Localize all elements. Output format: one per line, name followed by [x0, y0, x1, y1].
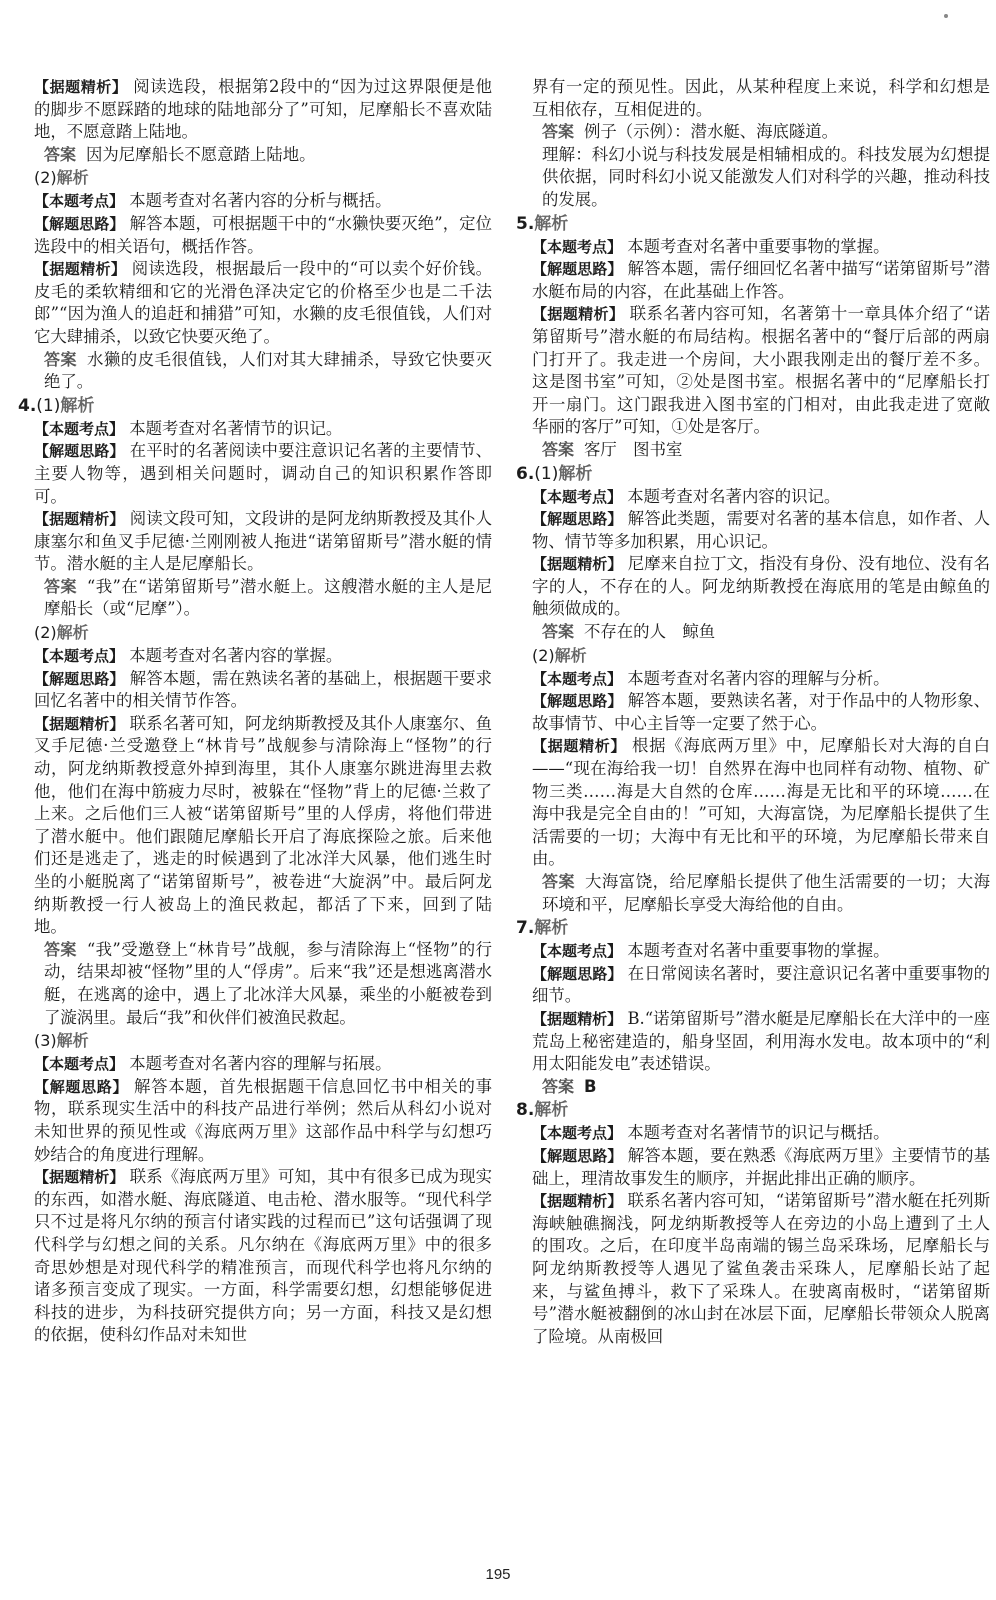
paragraph-text: 联系名著可知，阿龙纳斯教授及其仆人康塞尔、鱼叉手尼德·兰受邀登上“林肯号”战舰参与清除海上“怪物”的行动，阿龙纳斯教授意外掉到海里，其仆人康塞尔跳进海里去救他，他们在海中筋疲力尽时，被躲在“怪物”背上的尼德·兰救了上来。之后他们三人被“诺第留斯号”里的人俘虏，将他们带进了潜水艇中。他们跟随尼摩船长开启了海底探险之旅。后来他们还是逃走了，逃走的时候遇到了北冰洋大风暴，他们逃生时坐的小艇脱离了“诺第留斯号”，被卷进“大旋涡”中。最后阿龙纳斯教授一行人被岛上的渔民救起，都活了下来，回到了陆地。 — [34, 713, 492, 937]
section-tag: 【解题思路】 — [532, 510, 623, 529]
paragraph — [516, 1122, 990, 1145]
paragraph-text: 在平时的名著阅读中要注意识记名著的主要情节、主要人物等，遇到相关问题时，调动自己的知识积累作答即可。 — [34, 441, 492, 506]
paragraph — [516, 963, 990, 1008]
answer-line — [516, 1076, 990, 1099]
sub-question-heading — [516, 644, 990, 668]
analysis-label: 解析 — [534, 213, 569, 234]
paragraph — [18, 190, 492, 213]
paragraph — [516, 144, 990, 212]
paragraph — [516, 486, 990, 509]
paragraph — [18, 1053, 492, 1076]
paragraph-text: B.“诺第留斯号”潜水艇是尼摩船长在大洋中的一座荒岛上秘密建造的，船身坚固，利用海水发电。故本项中的“利用太阳能发电”表述错误。 — [532, 1008, 990, 1074]
question-number: 7. — [516, 918, 535, 939]
answer-text: 例子（示例）：潜水艇、海底隧道。 — [584, 122, 839, 142]
section-tag: 【据题精析】 — [34, 260, 127, 279]
answer-label: 答案 — [44, 144, 77, 164]
paragraph-text: 阅读文段可知，文段讲的是阿龙纳斯教授及其仆人康塞尔和鱼叉手尼德·兰刚刚被人拖进“诺第留斯号”潜水艇的情节。潜水艇的主人是尼摩船长。 — [34, 509, 492, 574]
analysis-label: 解析 — [558, 463, 593, 484]
section-tag: 【本题考点】 — [34, 192, 125, 211]
paragraph — [18, 713, 492, 939]
section-tag: 【据题精析】 — [532, 737, 627, 756]
sub-question-heading — [18, 621, 492, 645]
paragraph — [516, 236, 990, 259]
paragraph-text: 联系名著内容可知，名著第十一章具体介绍了“诺第留斯号”潜水艇的布局结构。根据名著中的“餐厅后部的两扇门打开了。我走进一个房间，大小跟我刚走出的餐厅差不多。这是图书室”可知，②处是图书室。根据名著中的“尼摩船长打开一扇门。这门跟我进入图书室的门相对，由此我走进了宽敞华丽的客厅”可知，①处是客厅。 — [532, 304, 990, 437]
answer-text: 水獭的皮毛很值钱，人们对其大肆捕杀，导致它快要灭绝了。 — [44, 349, 492, 392]
answer-text: 客厅 图书室 — [584, 439, 683, 459]
analysis-label: 解析 — [554, 645, 587, 665]
paragraph-text: 本题考查对名著内容的识记。 — [622, 486, 841, 506]
paragraph — [516, 940, 990, 963]
left-column — [18, 76, 492, 1347]
sub-number: (1) — [534, 463, 559, 484]
answer-line — [516, 121, 990, 144]
paragraph-text: 本题考查对名著内容的理解与分析。 — [622, 668, 890, 688]
section-tag: 【据题精析】 — [532, 1009, 623, 1028]
paragraph-text: 解答本题，需在熟读名著的基础上，根据题干要求回忆名著中的相关情节作答。 — [34, 668, 492, 711]
paragraph-text: 本题考查对名著内容的分析与概括。 — [124, 191, 392, 211]
paragraph — [18, 418, 492, 441]
section-tag: 【解题思路】 — [532, 964, 623, 983]
paragraph — [18, 440, 492, 508]
question-heading — [516, 1098, 990, 1122]
section-tag: 【本题考点】 — [532, 237, 623, 256]
question-heading — [516, 462, 990, 486]
sub-question-heading — [18, 1029, 492, 1053]
sub-number: (2) — [532, 645, 555, 665]
paragraph-text: 根据《海底两万里》中，尼摩船长对大海的自白——“现在海给我一切！自然界在海中也同样有动物、植物、矿物三类……海是大自然的仓库……海是无比和平的环境……在海中我是完全自由的！”可知，大海富饶，为尼摩船长提供了生活需要的一切；大海中有无比和平的环境，为尼摩船长带来自由。 — [532, 736, 990, 869]
section-tag: 【解题思路】 — [34, 442, 125, 461]
paragraph-text: 尼摩来自拉丁文，指没有身份、没有地位、没有名字的人，不存在的人。阿龙纳斯教授在海底用的笔是由鲸鱼的触须做成的。 — [532, 554, 990, 619]
answer-text: “我”受邀登上“林肯号”战舰，参与清除海上“怪物”的行动，结果却被“怪物”里的人“俘虏”。后来“我”还是想逃离潜水艇，在逃离的途中，遇上了北冰洋大风暴，乘坐的小艇被卷到了漩涡里。最后“我”和伙伴们被渔民救起。 — [44, 939, 492, 1027]
paragraph-text: 联系名著内容可知，“诺第留斯号”潜水艇在托列斯海峡触礁搁浅，阿龙纳斯教授等人在旁边的小岛上遭到了土人的围攻。之后，在印度半岛南端的锡兰岛采珠场，尼摩船长与阿龙纳斯教授等人遇见了鲨鱼袭击采珠人，尼摩船长站了起来，与鲨鱼搏斗，救下了采珠人。在驶离南极时，“诺第留斯号”潜水艇被翻倒的冰山封在冰层下面，尼摩船长带领众人脱离了险境。从南极回 — [532, 1191, 990, 1346]
paragraph — [18, 258, 492, 348]
answer-label: 答案 — [44, 349, 78, 369]
paragraph — [516, 553, 990, 621]
paragraph-text: 本题考查对名著内容的掌握。 — [124, 646, 343, 666]
question-heading — [516, 916, 990, 940]
paragraph-text: 本题考查对名著情节的识记。 — [124, 418, 343, 438]
paragraph — [18, 213, 492, 258]
answer-line — [516, 439, 990, 462]
paragraph — [516, 668, 990, 691]
analysis-label: 解析 — [534, 918, 569, 939]
section-tag: 【本题考点】 — [532, 669, 623, 688]
analysis-label: 解析 — [56, 623, 89, 643]
answer-line — [18, 349, 492, 394]
section-tag: 【据题精析】 — [34, 78, 128, 96]
answer-line — [18, 144, 492, 167]
paragraph — [516, 1145, 990, 1190]
sub-number: (2) — [34, 623, 57, 643]
paragraph — [516, 690, 990, 735]
answer-text: “我”在“诺第留斯号”潜水艇上。这艘潜水艇的主人是尼摩船长（或“尼摩”）。 — [44, 576, 492, 619]
question-heading — [18, 394, 492, 418]
section-tag: 【据题精析】 — [34, 1168, 125, 1187]
section-tag: 【据题精析】 — [34, 714, 125, 733]
answer-label: 答案 — [542, 872, 576, 891]
section-tag: 【解题思路】 — [34, 1077, 129, 1096]
analysis-label: 解析 — [60, 395, 95, 416]
paragraph-text: 解答本题，首先根据题干信息回忆书中相关的事物，联系现实生活中的科技产品进行举例；然后从科幻小说对未知世界的预见性或《海底两万里》这部作品中科学与幻想巧妙结合的角度进行理解。 — [34, 1076, 492, 1164]
section-tag: 【本题考点】 — [34, 647, 125, 666]
paragraph-text: 本题考查对名著中重要事物的掌握。 — [622, 941, 890, 961]
section-tag: 【据题精析】 — [532, 555, 623, 574]
answer-line — [516, 871, 990, 916]
answer-line — [18, 939, 492, 1029]
section-tag: 【本题考点】 — [34, 419, 125, 438]
section-tag: 【本题考点】 — [532, 1124, 623, 1143]
analysis-label: 解析 — [56, 1031, 89, 1051]
paragraph-text: 解答本题，要熟读名著，对于作品中的人物形象、故事情节、中心主旨等一定要了然于心。 — [532, 691, 990, 733]
right-column — [516, 76, 990, 1348]
answer-label: 答案 — [44, 939, 77, 959]
paragraph-text: 解答本题，需仔细回忆名著中描写“诺第留斯号”潜水艇布局的内容，在此基础上作答。 — [532, 259, 990, 301]
section-tag: 【据题精析】 — [34, 510, 125, 529]
paragraph — [18, 645, 492, 668]
paragraph-text: 本题考查对名著中重要事物的掌握。 — [622, 236, 890, 256]
answer-label: 答案 — [542, 439, 575, 459]
paragraph-text: 阅读选段，根据第2段中的“因为过这界限便是他的脚步不愿踩踏的地球的陆地部分了”可知，尼摩船长不喜欢陆地，不愿意踏上陆地。 — [34, 77, 492, 142]
page-number: 195 — [485, 1566, 511, 1583]
paragraph — [516, 508, 990, 553]
answer-label: 答案 — [542, 122, 575, 142]
paragraph — [516, 258, 990, 303]
question-number: 8. — [516, 1100, 535, 1121]
paragraph-text: 解答此类题，需要对名著的基本信息，如作者、人物、情节等多加积累，用心识记。 — [532, 509, 990, 551]
paragraph — [516, 303, 990, 439]
paragraph — [516, 1008, 990, 1076]
sub-number: (1) — [36, 395, 61, 416]
sub-number: (3) — [34, 1031, 57, 1051]
question-number: 5. — [516, 213, 535, 234]
analysis-label: 解析 — [56, 168, 89, 188]
answer-label: 答案 — [542, 622, 575, 642]
paragraph — [18, 76, 492, 144]
answer-text: 因为尼摩船长不愿意踏上陆地。 — [86, 144, 316, 164]
section-tag: 【解题思路】 — [34, 669, 125, 688]
answer-text: 不存在的人 鲸鱼 — [584, 622, 716, 642]
paragraph — [516, 735, 990, 871]
paragraph — [516, 76, 990, 121]
paragraph — [18, 1076, 492, 1166]
answer-label: 答案 — [44, 576, 77, 596]
paragraph-text: 界有一定的预见性。因此，从某种程度上来说，科学和幻想是互相依存，互相促进的。 — [532, 77, 990, 119]
paragraph — [18, 508, 492, 576]
corner-dot — [944, 14, 948, 18]
question-number: 4. — [18, 395, 37, 416]
section-tag: 【本题考点】 — [532, 487, 623, 506]
question-number: 6. — [516, 463, 535, 484]
section-tag: 【解题思路】 — [532, 1146, 623, 1165]
answer-label: 答案 — [542, 1076, 575, 1096]
paragraph — [18, 668, 492, 713]
sub-question-heading — [18, 166, 492, 190]
paragraph — [516, 1190, 990, 1348]
paragraph-text: 解答本题，可根据题干中的“水獭快要灭绝”，定位选段中的相关语句，概括作答。 — [34, 213, 492, 256]
question-heading — [516, 212, 990, 236]
answer-text: B — [584, 1076, 597, 1096]
section-tag: 【解题思路】 — [532, 692, 623, 711]
analysis-label: 解析 — [534, 1100, 569, 1121]
answer-text: 大海富饶，给尼摩船长提供了他生活需要的一切；大海环境和平，尼摩船长享受大海给他的自由。 — [542, 872, 990, 914]
sub-number: (2) — [34, 168, 57, 188]
section-tag: 【本题考点】 — [532, 942, 623, 961]
paragraph-text: 阅读选段，根据最后一段中的“可以卖个好价钱。皮毛的柔软精细和它的光滑色泽决定它的价格至少也是二千法郎”“因为渔人的追赶和捕猎”可知，水獭的皮毛很值钱，人们对它大肆捕杀，以致它快要灭绝了。 — [34, 259, 492, 346]
answer-line — [18, 576, 492, 621]
answer-line — [516, 621, 990, 644]
section-tag: 【本题考点】 — [34, 1055, 125, 1074]
section-tag: 【解题思路】 — [34, 214, 125, 233]
paragraph-text: 解答本题，要在熟悉《海底两万里》主要情节的基础上，理清故事发生的顺序，并据此排出正确的顺序。 — [532, 1145, 990, 1188]
paragraph-text: 联系《海底两万里》可知，其中有很多已成为现实的东西，如潜水艇、海底隧道、电击枪、潜水服等。“现代科学只不过是将凡尔纳的预言付诸实践的过程而已”这句话强调了现代科学与幻想之间的关系。凡尔纳在《海底两万里》中的很多奇思妙想是对现代科学的精准预言，而现代科学也将凡尔纳的诸多预言变成了现实。一方面，科学需要幻想，幻想能够促进科技的进步，为科技研究提供方向；另一方面，科技又是幻想的依据，使科幻作品对未知世 — [34, 1167, 492, 1345]
section-tag: 【据题精析】 — [532, 305, 625, 324]
section-tag: 【解题思路】 — [532, 260, 623, 279]
paragraph-text: 本题考查对名著内容的理解与拓展。 — [124, 1054, 392, 1074]
paragraph-text: 在日常阅读名著时，要注意识记名著中重要事物的细节。 — [532, 963, 990, 1006]
section-tag: 【据题精析】 — [532, 1192, 623, 1211]
paragraph — [18, 1166, 492, 1347]
paragraph-text: 理解：科幻小说与科技发展是相辅相成的。科技发展为幻想提供依据，同时科幻小说又能激发人们对科学的兴趣，推动科技的发展。 — [542, 144, 990, 209]
paragraph-text: 本题考查对名著情节的识记与概括。 — [622, 1123, 890, 1143]
